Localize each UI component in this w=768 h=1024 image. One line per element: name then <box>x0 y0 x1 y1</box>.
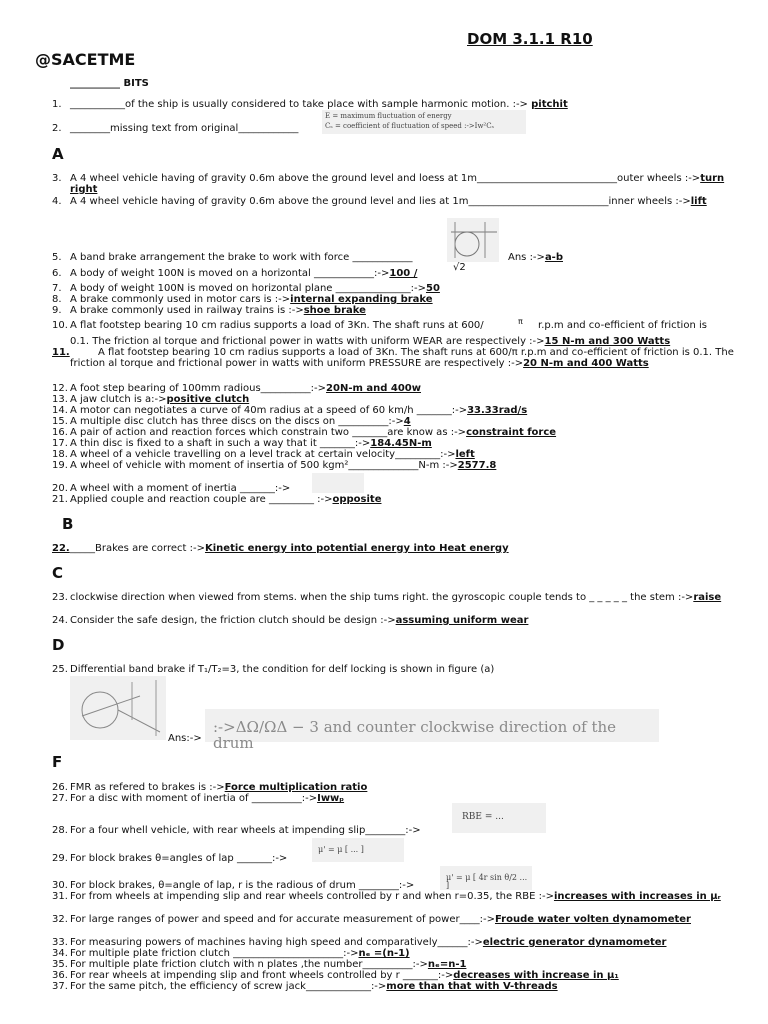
question-22: 22._____Brakes are correct :->Kinetic energy into potential energy into Heat energy <box>52 543 509 554</box>
q25-answer-image: :->ΔΩ/ΩΔ − 3 and counter clockwise direction of the drum <box>205 709 659 742</box>
answer: lift <box>690 196 707 207</box>
question-28: 28. For a four whell vehicle, with rear wheels at impending slip________:-> <box>52 825 421 836</box>
answer: constraint force <box>466 427 557 438</box>
answer: opposite <box>332 494 382 505</box>
question-1: 1. ___________of the ship is usually considered to take place with sample harmonic motion. :-> pitchit <box>52 99 568 110</box>
answer: 20 N-m and 400 Watts <box>523 358 649 369</box>
question-10-continued: r.p.m and co-efficient of friction is <box>538 320 707 331</box>
differential-band-brake-diagram <box>70 676 166 740</box>
q2-formula-image: E = maximum fluctuation of energy Cₛ = coefficient of fluctuation of speed :->Iw²Cₛ <box>322 110 526 134</box>
q20-formula-image <box>312 473 364 493</box>
question-35: 35. For multiple plate friction clutch with n plates ,the number__________:->nₑ=n-1 <box>52 959 467 970</box>
question-31: 31. For from wheels at impending slip and rear wheels controlled by r and when r=0.35, the RBE :->increases with increases in μᵣ <box>52 891 721 902</box>
question-15: 15. A multiple disc clutch has three discs on the discs on __________:->4 <box>52 416 411 427</box>
answer: nₑ =(n-1) <box>358 948 410 959</box>
answer: left <box>455 449 475 460</box>
band-brake-figure <box>447 218 499 262</box>
question-6: 6. A body of weight 100N is moved on a horizontal ____________:->100 / <box>52 268 418 279</box>
answer: assuming uniform wear <box>395 615 529 626</box>
question-26: 26. FMR as refered to brakes is :->Force multiplication ratio <box>52 782 368 793</box>
answer: Iwwₚ <box>317 793 345 804</box>
question-27: 27. For a disc with moment of inertia of __________:->Iwwₚ <box>52 793 345 804</box>
question-12: 12. A foot step bearing of 100mm radious__________:->20N-m and 400w <box>52 383 421 394</box>
question-10-line2: 0.1. The friction al torque and frictional power in watts with uniform WEAR are respectively :->15 N-m and 300 Watts <box>70 336 671 347</box>
sqrt-symbol: √2 <box>453 262 466 273</box>
question-36: 36. For rear wheels at impending slip and front wheels controlled by r _______:->decreases with increase in μ₁ <box>52 970 619 981</box>
answer: 20N-m and 400w <box>326 383 421 394</box>
question-7: 7. A body of weight 100N is moved on horizontal plane _______________:->50 <box>52 283 440 294</box>
answer: decreases with increase in μ₁ <box>453 970 619 981</box>
question-25: 25. Differential band brake if T₁/T₂=3, the condition for delf locking is shown in figure (a) <box>52 664 495 675</box>
question-3: 3. A 4 wheel vehicle having of gravity 0.6m above the ground level and loess at 1m____________________________outer wheels :->turn right <box>52 173 725 195</box>
section-c-heading: C <box>52 564 64 582</box>
question-8: 8. A brake commonly used in motor cars is :->internal expanding brake <box>52 294 433 305</box>
answer: turn right <box>70 173 725 195</box>
answer: 184.45N-m <box>370 438 432 449</box>
band-brake-diagram <box>447 218 499 262</box>
question-11: 11. A flat footstep bearing 10 cm radius supports a load of 3Kn. The shaft runs at 600/π r.p.m and co-efficient of friction is 0.1. The friction al torque and frictional power in watts with uniform PRESSURE are respectively :->20 N-m and 400 Watts <box>52 347 734 369</box>
question-19: 19. A wheel of vehicle with moment of insertia of 500 kgm²______________N-m :->2577.8 <box>52 460 497 471</box>
question-5: 5. A band brake arrangement the brake to work with force ____________ <box>52 252 413 263</box>
question-33: 33. For measuring powers of machines having high speed and comparatively______:->electric generator dynamometer <box>52 937 667 948</box>
question-29: 29. For block brakes θ=angles of lap _______:-> <box>52 853 288 864</box>
question-30: 30. For block brakes, θ=angle of lap, r is the radious of drum ________:-> <box>52 880 415 891</box>
q29-formula-image: μ' = μ [ ... ] <box>312 838 404 862</box>
answer: 2577.8 <box>457 460 497 471</box>
document-title: DOM 3.1.1 R10 <box>467 30 593 48</box>
question-9: 9. A brake commonly used in railway trains is :->shoe brake <box>52 305 366 316</box>
answer: positive clutch <box>166 394 250 405</box>
question-20: 20. A wheel with a moment of inertia _______:-> <box>52 483 291 494</box>
question-32: 32. For large ranges of power and speed and for accurate measurement of power____:->Froude water volten dynamometer <box>52 914 691 925</box>
answer: Force multiplication ratio <box>224 782 368 793</box>
answer: raise <box>693 592 722 603</box>
question-14: 14. A motor can negotiates a curve of 40m radius at a speed of 60 km/h _______:->33.33rad/s <box>52 405 528 416</box>
question-37: 37. For the same pitch, the efficiency of screw jack_____________:->more than that with V-threads <box>52 981 558 992</box>
answer: nₑ=n-1 <box>427 959 467 970</box>
question-25-answer-label: Ans:-> <box>168 733 202 744</box>
answer: 100 / <box>389 268 418 279</box>
answer: 15 N-m and 300 Watts <box>544 336 671 347</box>
answer: pitchit <box>531 99 568 110</box>
pi-symbol: π <box>518 317 523 326</box>
question-4: 4. A 4 wheel vehicle having of gravity 0.6m above the ground level and lies at 1m____________________________inner wheels :->lift <box>52 196 707 207</box>
question-16: 16. A pair of action and reaction forces which constrain two _______are know as :->constraint force <box>52 427 557 438</box>
author-handle: @SACETME <box>35 50 136 69</box>
question-21: 21. Applied couple and reaction couple are _________ :->opposite <box>52 494 382 505</box>
answer: 50 <box>425 283 440 294</box>
answer: 33.33rad/s <box>467 405 528 416</box>
question-23: 23. clockwise direction when viewed from stems. when the ship tums right. the gyroscopic couple tends to _ _ _ _ _ the stem :->raise <box>52 592 722 603</box>
question-13: 13. A jaw clutch is a:->positive clutch <box>52 394 250 405</box>
answer: 4 <box>403 416 411 427</box>
question-5-answer: Ans :->a-b <box>508 252 563 263</box>
answer: Kinetic energy into potential energy into Heat energy <box>204 543 509 554</box>
section-d-heading: D <box>52 636 65 654</box>
section-a-heading: A <box>52 145 64 163</box>
question-10: 10. A flat footstep bearing 10 cm radius supports a load of 3Kn. The shaft runs at 600/ <box>52 320 484 331</box>
answer: internal expanding brake <box>290 294 433 305</box>
q30-formula-image: μ' = μ [ 4r sin θ/2 ... ] <box>440 866 532 890</box>
question-17: 17. A thin disc is fixed to a shaft in such a way that it _______:->184.45N-m <box>52 438 432 449</box>
answer: electric generator dynamometer <box>482 937 667 948</box>
q28-formula-image: RBE = ... <box>452 803 546 833</box>
answer: shoe brake <box>303 305 366 316</box>
question-18: 18. A wheel of a vehicle travelling on a level track at certain velocity_________:->left <box>52 449 475 460</box>
answer: a-b <box>544 252 563 263</box>
differential-band-brake-figure <box>70 676 166 740</box>
bits-label: __________ BITS <box>70 78 149 89</box>
question-2: 2. ________missing text from original____________ <box>52 123 299 134</box>
answer: increases with increases in μᵣ <box>553 891 721 902</box>
answer: more than that with V-threads <box>386 981 558 992</box>
answer: Froude water volten dynamometer <box>494 914 691 925</box>
section-f-heading: F <box>52 753 63 771</box>
question-34: 34. For multiple plate friction clutch ______________________:->nₑ =(n-1) <box>52 948 410 959</box>
section-b-heading: B <box>62 515 74 533</box>
question-24: 24. Consider the safe design, the friction clutch should be design :->assuming uniform wear <box>52 615 529 626</box>
